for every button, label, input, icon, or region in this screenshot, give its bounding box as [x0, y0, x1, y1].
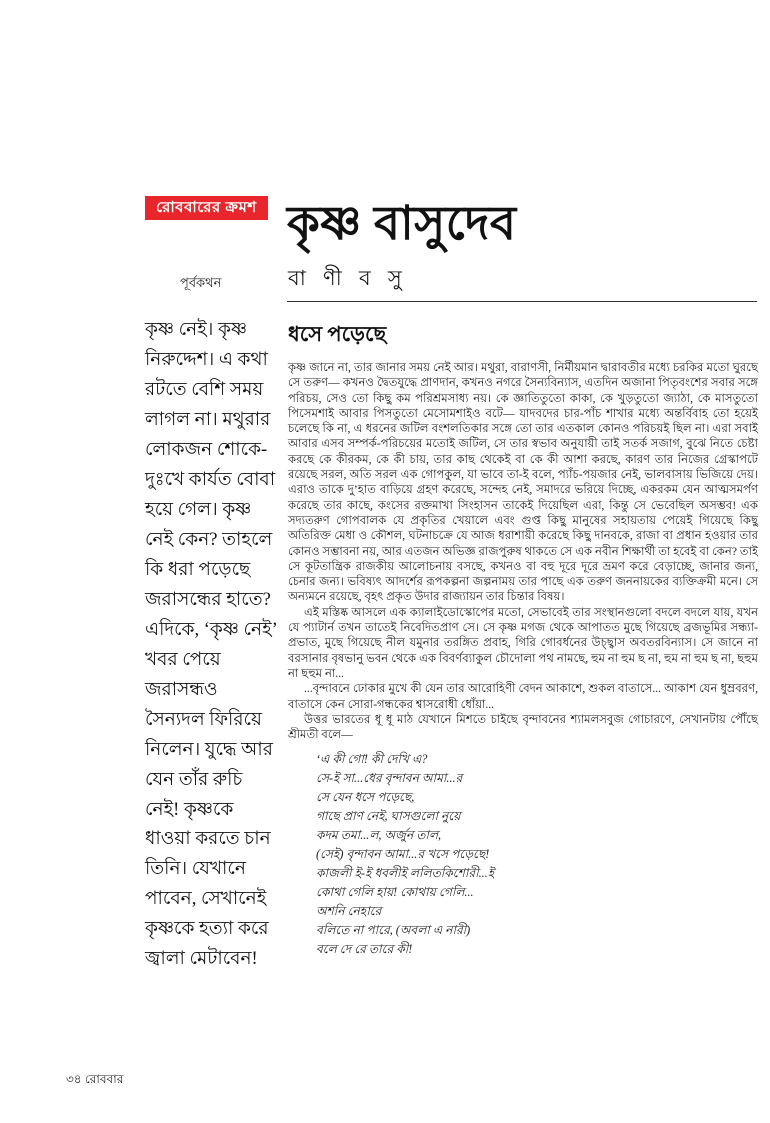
poem-line: (সেই) বৃন্দাবন আমা...র খসে পড়েছে! — [316, 847, 490, 862]
body-paragraph: ...বৃন্দাবনে ঢোকার মুখে কী যেন তার আরোহিণী বেদন আকাশে, শুকল বাতাসে... আকাশ যেন ধুম্রবরণ, বাতাসে কেন সোরা-গন্ধকের শ্বাসরোধী ধোঁয়া... — [288, 682, 758, 711]
poem-line: কাজলী ই-ই ধবলীই ললিতকিশোরী...ই — [316, 866, 495, 881]
poem-line: সে যেন ধসে পড়েছে, — [316, 790, 415, 805]
kicker-label: পূর্বকথন — [180, 275, 222, 290]
article-title: কৃষ্ণ বাসুদেব — [287, 198, 517, 251]
poem-line: বলিতে না পারে, (অবলা এ নারী) — [316, 923, 471, 938]
poem-line: কোথা গেলি হায়! কোথায় গেলি... — [316, 885, 474, 900]
poem-line: অশনি নেহারে — [316, 904, 382, 919]
series-badge: রোববারের ক্রমশ — [145, 196, 268, 220]
body-paragraph: কৃষ্ণ জানে না, তার জানার সময় নেই আর। মথুরা, বারাণসী, নির্মীয়মান দ্বারাবতীর মধ্যে চরকির মতো ঘুরছে সে তরুণ— কখনও দ্বৈতযুদ্ধে প্রাণদান, কখনও নগরে সৈন্যবিন্যাস, এতদিন অজানা পিতৃবংশের সবার সঙ্গে পরিচয়, সেও তো কিছু কম পরিশ্রমসাধ্য নয়। কে জ্ঞাতিতুতো কাকা, কে খুড়তুতো জ্যাঠা, কে মাসতুতো পিসেমশাই আবার পিসতুতো মেসোমশাইও বটে— যাদবদের চার-পাঁচ শাখার মধ্যে অন্তর্বিবাহ তো হয়েই চলেছে কি না, এ ধরনের জটিল বংশলতিকার সঙ্গে তো তার এতকাল কোনও পরিচয়ই ছিল না। এরা সবাই আবার এসব সম্পর্ক-পরিচয়ের মতোই জটিল, সে তার স্বভাব অনুযায়ী তাই সতর্ক সজাগ, বুঝে নিতে চেষ্টা করছে কে কীরকম, কে কী চায়, তার কাছ থেকেই বা কে কী আশা করছে, কারণ তার নিজের গ্রেস্কাপটে রয়েছে সরল, অতি সরল এক গোপকুল, যা ভাবে তা-ই বলে, প্যাঁচ-পয়জার নেই, ভালবাসায় ভিজিয়ে দেয়। এরাও তাকে দু’হাত বাড়িয়ে গ্রহণ করেছে, সন্দেহ নেই, সমাদরে ভরিয়ে দিচ্ছে, একরকম যেন আত্মসমর্পণ করেছে তার কাছে, কংসের রক্তমাখা সিংহাসন তাকেই দিয়েছিল এরা, কিন্তু সে ভেবেছিল অসম্ভব! এক সদ্যতরুণ গোপবালক যে প্রকৃতির খেয়ালে এবং গুপ্ত কিছু মানুষের সহায়তায় পেয়েই গিয়েছে কিছু অতিরিক্ত মেধা ও কৌশল, ঘটনাচক্রে যে আজ ধরাশায়ী করেছে কিছু দানবকে, রাজা বা প্রধান হওয়ার তার কোনও সম্ভাবনা নয়, আর এতজন অভিজ্ঞ রাজপুরুষ থাকতে সে এক নবীন শিক্ষার্থী তা হবেই বা কেন? তাই সে কূটতান্ত্রিক রাজকীয় আলোচনায় বসছে, কখনও বা বহু দূরে দূরে ভ্রমণ করে বেড়াচ্ছে, জানার জন্য, চেনার জন্য। ভবিষ্যৎ আদর্শের রূপকল্পনা জল্পনাময় তার পাছে এক তরুণ জননায়কের ব্যক্তিক্রমী মনে। সে অন্যমনে রয়েছে, বৃহৎ প্রকৃত উদার রাজ্যায়ন তার চিন্তার বিষয়। — [288, 361, 758, 604]
poem-line: গাছে প্রাণ নেই, ঘাসগুলো নুয়ে — [316, 809, 461, 824]
poem-line: কদম তমা...ল, অর্জুন তাল, — [316, 828, 442, 843]
poem-line: ‘এ কী গো! কী দেখি এ? — [316, 752, 428, 767]
divider-rule — [287, 301, 757, 302]
standfirst-text: কৃষ্ণ নেই। কৃষ্ণ নিরুদ্দেশ। এ কথা রটতে বেশি সময় লাগল না। মথুরার লোকজন শোকে-দুঃখে কার্যত বোবা হয়ে গেল। কৃষ্ণ নেই কেন? তাহলে কি ধরা পড়েছে জরাসন্ধের হাতে? এদিকে, ‘কৃষ্ণ নেই’ খবর পেয়ে জরাসন্ধও সৈন্যদল ফিরিয়ে নিলেন। যুদ্ধে আর যেন তাঁর রুচি নেই! কৃষ্ণকে ধাওয়া করতে চান তিনি। যেখানে পাবেন, সেখানেই কৃষ্ণকে হত্যা করে জ্বালা মেটাবেন! — [145, 320, 278, 970]
poem-line: বলে দে রে তারে কী! — [316, 942, 413, 957]
article-body — [288, 360, 758, 959]
page-footer: ৩৪ রোববার — [66, 1072, 124, 1086]
body-paragraph: উত্তর ভারতের ধূ ধূ মাঠ যেখানে মিশতে চাইছে বৃন্দাবনের শ্যামলসবুজ গোচারণে, সেখানটায় পৌঁছে শ্রীমতী বলে— — [288, 712, 758, 742]
author-name: বা ণী ব সু — [288, 266, 408, 290]
body-paragraph: এই মস্তিষ্ক আসলে এক ক্যালাইডোস্কোপের মতো, সেভাবেই তার সংস্থানগুলো বদলে বদলে যায়, যখন যে প্যাটার্ন তখন তাতেই নিবেদিতপ্রাণ সে। সে কৃষ্ণ মগজ থেকে আপাতত মুছে গিয়েছে ব্রজভূমির সন্ধ্যা-প্রভাত, মুছে গিয়েছে নীল যমুনার তরঙ্গিত প্রবাহ, গিরি গোবর্ধনের উচ্ছ্বাস অবতরবিন্যাস। সে জানে না বরসানার বৃষভানু ভবন থেকে এক বিবর্ণব্যাকুল চৌদোলা পথ নামছে, হুম না হুম ছ না, হুম না হুম ছ না, ছহুম না ছহুম না... — [288, 605, 758, 680]
section-heading: ধসে পড়েছে — [288, 322, 387, 346]
poem-block — [316, 750, 758, 959]
poem-line: সে-ই সা...ধের বৃন্দাবন আমা...র — [316, 771, 463, 786]
